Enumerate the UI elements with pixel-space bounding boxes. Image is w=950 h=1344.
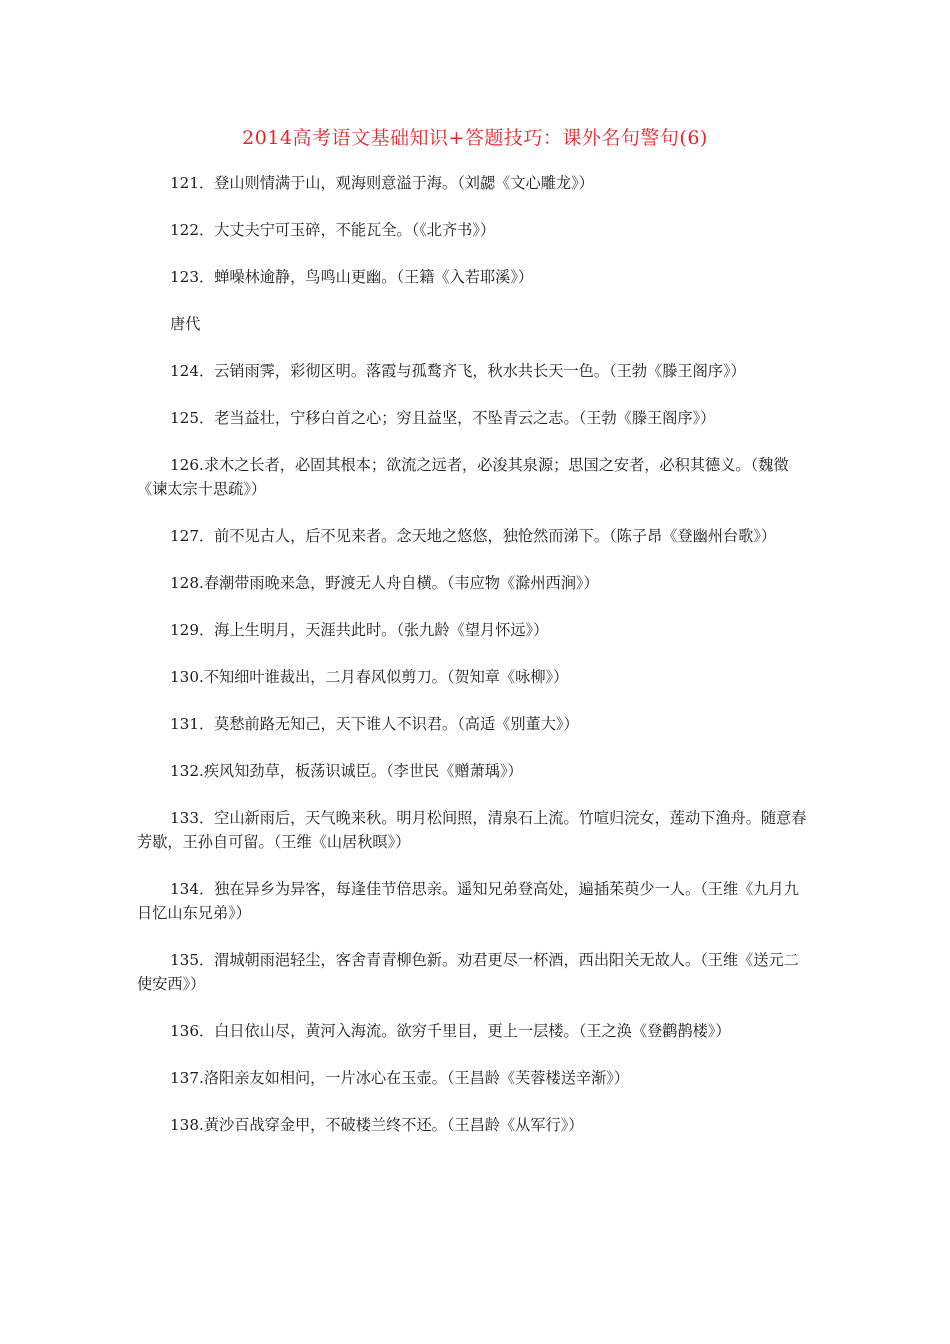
quote-131: 131．莫愁前路无知己，天下谁人不识君。（高适《别董大》） (170, 715, 579, 733)
section-heading-tang: 唐代 (170, 315, 201, 333)
document-body (137, 171, 813, 1160)
quote-133: 133．空山新雨后，天气晚来秋。明月松间照，清泉石上流。竹喧归浣女，莲动下渔舟。随意春芳歇，王孙自可留。（王维《山居秋暝》） (137, 809, 807, 851)
quote-137: 137.洛阳亲友如相问，一片冰心在玉壶。（王昌龄《芙蓉楼送辛渐》） (170, 1069, 630, 1087)
quote-127: 127．前不见古人，后不见来者。念天地之悠悠，独怆然而涕下。（陈子昂《登幽州台歌》） (170, 527, 777, 545)
quote-125: 125．老当益壮，宁移白首之心；穷且益坚，不坠青云之志。（王勃《滕王阁序》） (170, 409, 716, 427)
quote-129: 129．海上生明月，天涯共此时。（张九龄《望月怀远》） (170, 621, 549, 639)
quote-132: 132.疾风知劲草，板荡识诚臣。（李世民《赠萧瑀》） (170, 762, 523, 780)
quote-123: 123．蝉噪林逾静，鸟鸣山更幽。（王籍《入若耶溪》） (170, 268, 534, 286)
quote-122: 122．大丈夫宁可玉碎，不能瓦全。（《北齐书》） (170, 221, 496, 239)
quote-124: 124．云销雨霁，彩彻区明。落霞与孤鹜齐飞，秋水共长天一色。（王勃《滕王阁序》） (170, 362, 746, 380)
document-title: 2014高考语文基础知识+答题技巧：课外名句警句(6) (242, 127, 708, 149)
quote-138: 138.黄沙百战穿金甲，不破楼兰终不还。（王昌龄《从军行》） (170, 1116, 584, 1134)
quote-136: 136．白日依山尽，黄河入海流。欲穷千里目，更上一层楼。（王之涣《登鹳鹊楼》） (170, 1022, 731, 1040)
quote-126: 126.求木之长者，必固其根本；欲流之远者，必浚其泉源；思国之安者，必积其德义。（魏徵《谏太宗十思疏》） (137, 456, 789, 498)
quote-130: 130.不知细叶谁裁出，二月春风似剪刀。（贺知章《咏柳》） (170, 668, 569, 686)
quote-134: 134．独在异乡为异客，每逢佳节倍思亲。遥知兄弟登高处，遍插茱萸少一人。（王维《九月九日忆山东兄弟》） (137, 880, 799, 922)
quote-135: 135．渭城朝雨浥轻尘，客舍青青柳色新。劝君更尽一杯酒，西出阳关无故人。（王维《送元二使安西》） (137, 951, 799, 993)
quote-121: 121．登山则情满于山，观海则意溢于海。（刘勰《文心雕龙》） (170, 174, 594, 192)
quote-128: 128.春潮带雨晚来急，野渡无人舟自横。（韦应物《滁州西涧》） (170, 574, 599, 592)
